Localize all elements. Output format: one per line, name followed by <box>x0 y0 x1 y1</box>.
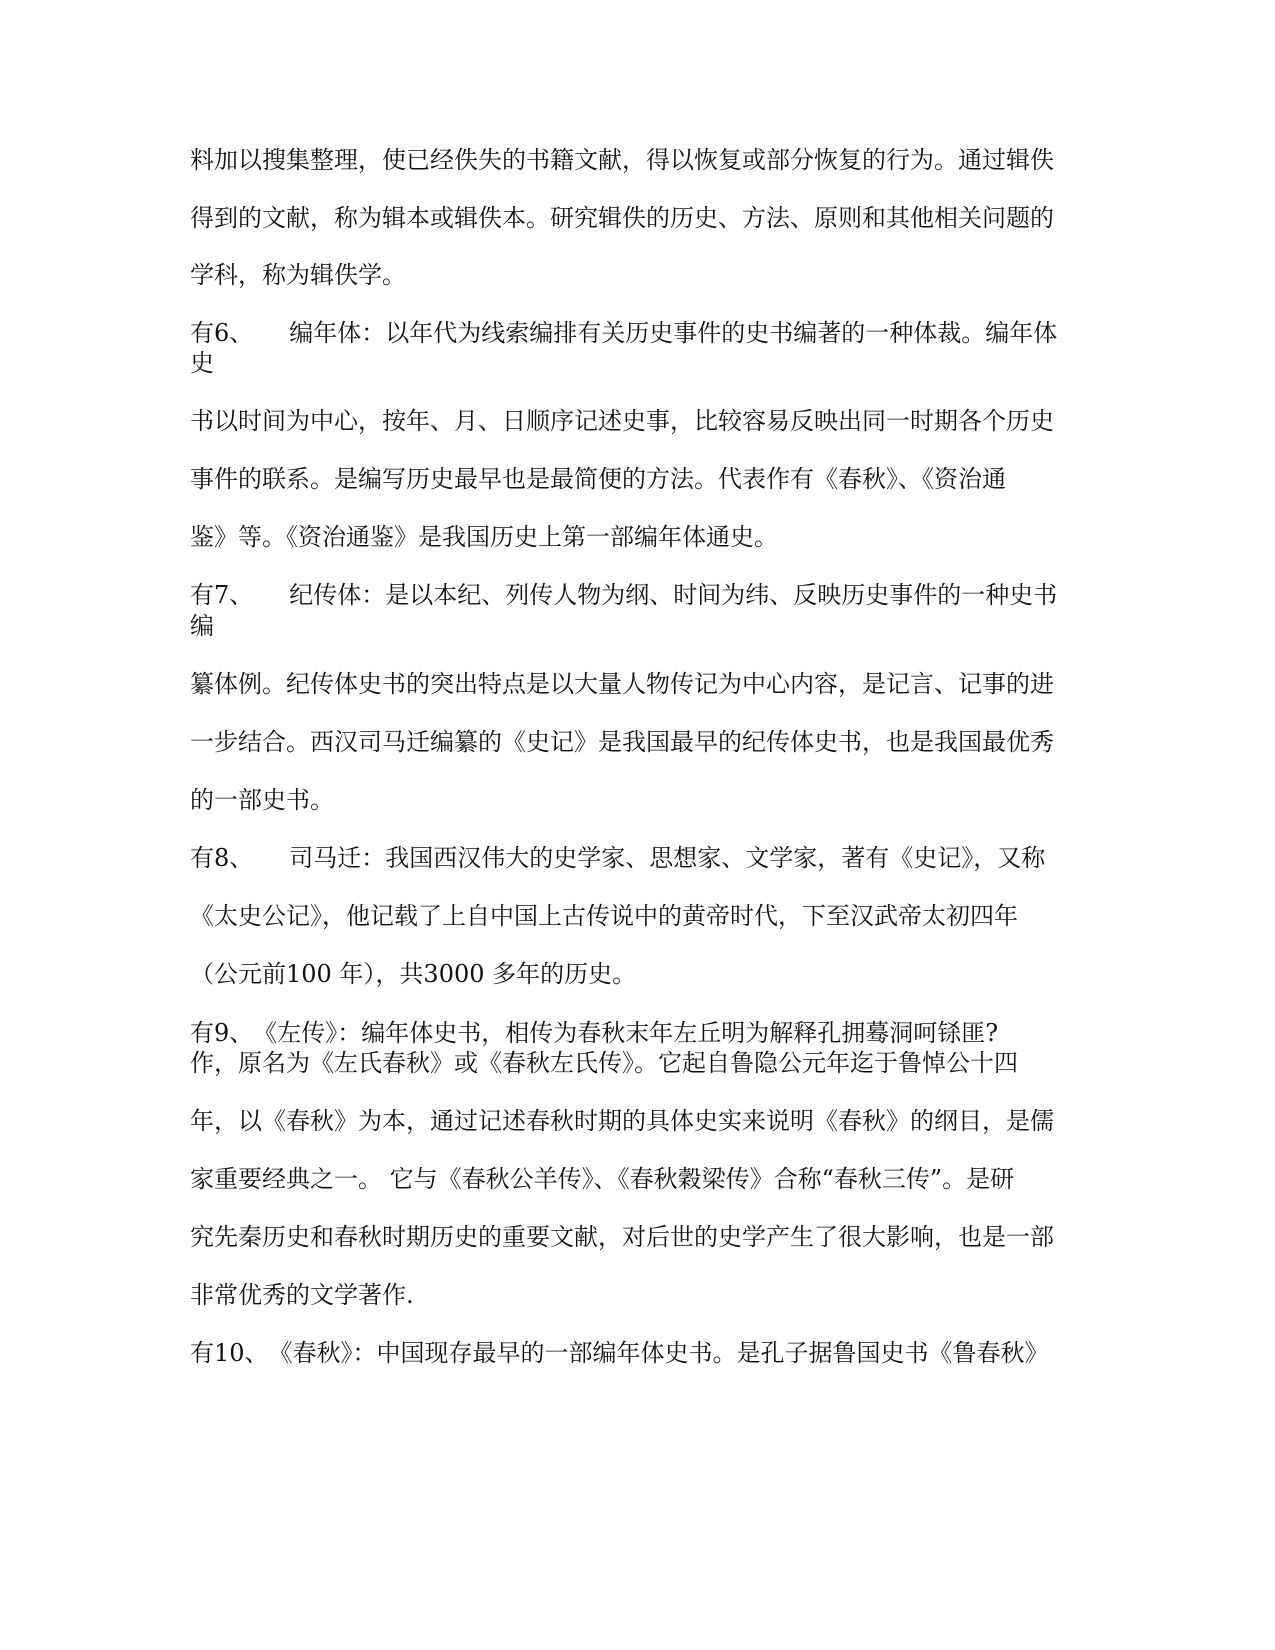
text-line: 有7、 纪传体：是以本纪、列传人物为纲、时间为纬、反映历史事件的一种史书 <box>190 581 1058 609</box>
text-line: 《太史公记》，他记载了上自中国上古传说中的黄帝时代，下至汉武帝太初四年 <box>190 902 1018 930</box>
text-line: 作，原名为《左氏春秋》或《春秋左氏传》。它起自鲁隐公元年迄于鲁悼公十四 <box>190 1049 1018 1077</box>
text-line: 一步结合。西汉司马迁编纂的《史记》是我国最早的纪传体史书，也是我国最优秀 <box>190 728 1054 756</box>
text-line: 究先秦历史和春秋时期历史的重要文献，对后世的史学产生了很大影响，也是一部 <box>190 1223 1054 1251</box>
text-line: 书以时间为中心，按年、月、日顺序记述史事，比较容易反映出同一时期各个历史 <box>190 407 1054 435</box>
text-line: 事件的联系。是编写历史最早也是最简便的方法。代表作有《春秋》、《资治通 <box>190 465 1006 493</box>
text-line: 有9、 《左传》：编年体史书，相传为春秋末年左丘明为解释孔拥蓦洞呵铩匪? <box>190 1019 999 1047</box>
text-line: 史 <box>190 349 214 377</box>
text-line: 家重要经典之一。 它与《春秋公羊传》、《春秋穀梁传》合称“春秋三传”。是研 <box>190 1165 1015 1193</box>
text-line: 有8、 司马迁：我国西汉伟大的史学家、思想家、文学家，著有《史记》，又称 <box>190 844 1046 872</box>
text-line: 得到的文献，称为辑本或辑佚本。研究辑佚的历史、方法、原则和其他相关问题的 <box>190 204 1054 232</box>
text-line: 有6、 编年体：以年代为线索编排有关历史事件的史书编著的一种体裁。编年体 <box>190 319 1058 347</box>
text-line: 非常优秀的文学著作. <box>190 1281 414 1309</box>
text-line: 鉴》等。《资治通鉴》是我国历史上第一部编年体通史。 <box>190 523 778 551</box>
text-line: 的一部史书。 <box>190 786 334 814</box>
text-line: 纂体例。纪传体史书的突出特点是以大量人物传记为中心内容，是记言、记事的进 <box>190 670 1054 698</box>
text-line: 编 <box>190 612 214 640</box>
text-line: 学科，称为辑佚学。 <box>190 261 406 289</box>
text-line: 料加以搜集整理，使已经佚失的书籍文献，得以恢复或部分恢复的行为。通过辑佚 <box>190 146 1054 174</box>
text-line: 有10、 《春秋》：中国现存最早的一部编年体史书。是孔子据鲁国史书《鲁春秋》 <box>190 1339 1049 1367</box>
text-line: （公元前100 年），共3000 多年的历史。 <box>190 960 637 988</box>
text-line: 年，以《春秋》为本，通过记述春秋时期的具体史实来说明《春秋》的纲目，是儒 <box>190 1107 1054 1135</box>
